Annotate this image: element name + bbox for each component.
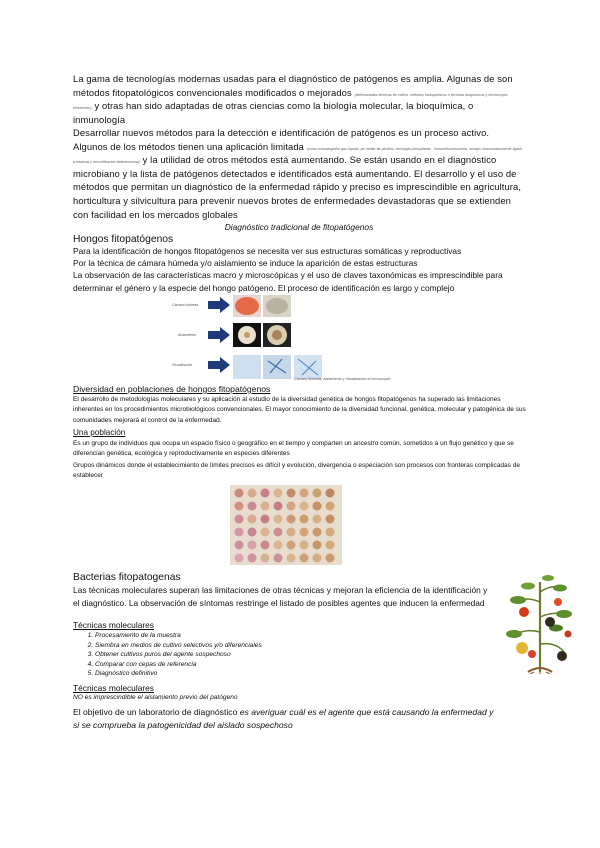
- intro-p2-small-2: inmunofluorescencia, ensayo inmunoabsorbente ligado a enzimas y microfiltración bidimensional): [73, 146, 523, 165]
- tecnicas-heading-2: Técnicas moleculares: [73, 683, 154, 693]
- intro-paragraph-2: [73, 126, 525, 221]
- arrow-icon: [208, 297, 230, 373]
- note-text: NO es imprescindible el aislamiento previo del patógeno: [73, 694, 238, 701]
- intro-p2-small-1: (como cromatografía gas-líquido, pir medio de pirólisis, serología precipitante,: [306, 146, 432, 151]
- tomato-fruits: [516, 598, 572, 661]
- bacterias-p1: Las técnicas moleculares superan las limitaciones de otras técnicas y mejoran la eficiencia de la identificación y el diagnóstico. La observación de síntomas restringe el listado de posibles agentes que inducen la enfermedad: [73, 585, 488, 608]
- conclusion-paragraph: [73, 706, 498, 731]
- diversidad-p2: Es un grupo de individuos que ocupa un espacio físico o geográfico en el tiempo y comparten un ancestro común, sometidos a un flujo genético y que se diferencian genética, ecológica y reproductivamente en especies diferentes: [73, 440, 514, 458]
- conclusion-text: El objetivo de un laboratorio de diagnóstico: [73, 707, 238, 717]
- intro-p2-text: Desarrollar nuevos métodos para la detección e identificación de patógenos es un proceso activo. Algunos de los métodos tienen una aplicación limitada: [73, 127, 490, 152]
- tecnicas-heading: Técnicas moleculares: [73, 620, 154, 630]
- step-5: 5. Diagnóstico definitivo: [95, 669, 403, 679]
- hongos-p2: Por la técnica de cámara húmeda y/o aislamiento se induce la aparición de estas estructuras: [73, 258, 418, 268]
- tomato-plant-icon: [498, 572, 580, 674]
- bacterias-heading: Bacterias fitopatogenas: [73, 572, 181, 583]
- tomato-plant-illustration: [498, 572, 580, 674]
- diversidad-p1: El desarrollo de metodologías moleculares y su aplicación al estudio de la diversidad genética de hongos fitopatógenos ha superado las limitaciones inherentes en los procedimientos microbiológicos convencionales. El mayor conocimiento de la diversidad funcional, genética, molecular y patogénica de sus comunidades mejorará el control de la enfermedad.: [73, 396, 526, 424]
- hongos-heading: Hongos fitopatógenos: [73, 234, 174, 245]
- step-1: 1. Procesamiento de la muestra: [95, 631, 403, 641]
- poblacion-heading: Una población: [73, 428, 126, 437]
- intro-p1-text: La gama de tecnologías modernas usadas para el diagnóstico de patógenos es amplia. Algunas de son métodos fitopatológicos convencionales modificados o mejorados: [73, 73, 513, 98]
- intro-paragraph-1: [73, 72, 525, 126]
- fig-label-visualizacion: Visualización: [172, 363, 193, 367]
- steps-list: [73, 631, 403, 679]
- fig-label-camara: Cámara húmeda: [172, 303, 199, 307]
- section-title: Diagnóstico tradicional de fitopatógenos: [224, 222, 374, 232]
- diversidad-p3: Grupos dinámicos donde el establecimiento de límites precisos es difícil y evolución, divergencia o especiación son procesos con fronteras complicadas de establecer: [73, 462, 520, 480]
- step-4: 4. Comparar con cepas de referencia: [95, 660, 403, 670]
- conclusion-text-italic: es averiguar cuál es el agente que está causando la enfermedad y si se comprueba la patogenicidad del aislado sospechoso: [73, 707, 494, 730]
- step-2: 2. Siembra en medios de cultivo selectivos y/o diferenciales: [95, 641, 403, 651]
- intro-p1-text-2: y otras han sido adaptadas de otras ciencias como la biología molecular, la bioquímica, o inmunología: [73, 100, 474, 125]
- plate-graphic: [230, 485, 342, 565]
- hongos-p3: La observación de las características macro y microscópicas y el uso de claves taxonómicas es imprescindible para determinar el género y la especie del hongo patógeno. El proceso de identificación es largo y complejo: [73, 270, 503, 293]
- step-3: 3. Obtener cultivos puros del agente sospechoso: [95, 650, 403, 660]
- fig-caption: Cámara Húmeda, Aislamiento y Visualización al microscopio: [294, 377, 391, 381]
- intro-p1-small: (determinadas técnicas de cultivo, métodos histoquímicos o técnicas bioquímicas y microscopio electrónico): [73, 92, 508, 111]
- diversidad-heading: Diversidad en poblaciones de hongos fitopatógenos: [73, 384, 271, 394]
- population-plate-figure: [230, 485, 342, 565]
- hongos-p1: Para la identificación de hongos fitopatógenos se necesita ver sus estructuras somáticas y reproductivas: [73, 246, 462, 256]
- fungi-figure-graphics: [170, 295, 440, 385]
- fungi-process-figure: [170, 295, 440, 385]
- intro-p2-text-2: y la utilidad de otros métodos está aumentando. Se están usando en el diagnóstico microbiano y la lista de patógenos detectados e identificados está aumentando. El desarrollo y el uso de métodos que permitan un diagnóstico de la enfermedad rápido y preciso es imprescindible en agricultura, horticultura y silvicultura para prevenir nuevos brotes de enfermedades devastadoras que se extienden con facilidad en los mercados globales: [73, 154, 522, 220]
- fig-label-aislamiento: Aislamiento: [178, 333, 197, 337]
